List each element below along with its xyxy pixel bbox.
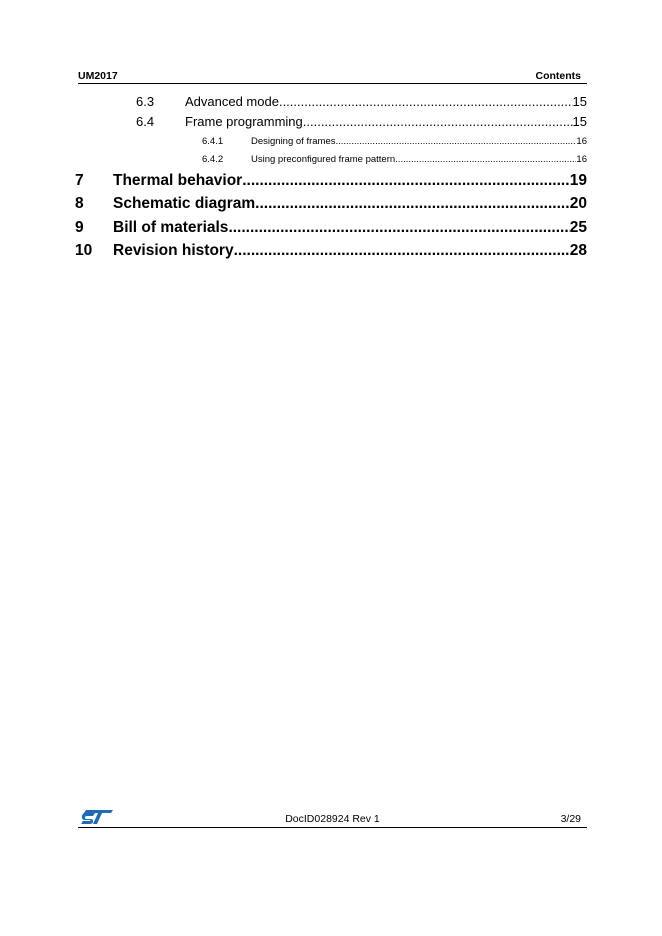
toc-entry[interactable] [75,242,587,262]
toc-entry-number: 7 [75,172,84,189]
toc-leader-dots [234,242,570,260]
toc-entry[interactable] [75,195,587,215]
toc-leader-dots [242,172,570,190]
toc-leader-dots [335,136,576,147]
toc-leader-dots [303,114,573,129]
footer-page-number: 3/29 [560,813,581,825]
toc-entry-number: 6.3 [136,94,155,109]
toc-entry[interactable] [136,114,587,132]
toc-entry-title: Frame programming [185,114,303,129]
toc-entry-page: 16 [576,136,587,147]
footer-doc-id: DocID028924 Rev 1 [285,813,380,825]
toc-entry-page: 19 [569,172,587,189]
toc-entry[interactable] [202,154,587,168]
toc-entry-page: 15 [572,94,587,109]
toc-entry-number: 10 [75,242,93,259]
toc-entry-number: 6.4 [136,114,155,129]
toc-entry-number: 6.4.1 [202,136,224,147]
toc-entry-page: 15 [572,114,587,129]
header-doc-code: UM2017 [78,70,118,82]
toc-entry-number: 8 [75,195,84,212]
toc-entry-number: 6.4.2 [202,154,224,165]
toc-entry-title: Thermal behavior [113,172,243,189]
toc-entry-page: 28 [569,242,587,259]
toc-entry-number: 9 [75,219,84,236]
toc-entry-title: Bill of materials [113,219,229,236]
toc-entry-title: Advanced mode [185,94,279,109]
toc-entry[interactable] [75,219,587,239]
toc-entry-page: 20 [569,195,587,212]
toc-entry[interactable] [75,172,587,192]
toc-entry-title: Revision history [113,242,234,259]
toc-entry-page: 16 [576,154,587,165]
toc-leader-dots [279,94,573,109]
toc-entry-title: Designing of frames [251,136,336,147]
toc-leader-dots [255,195,570,213]
toc-entry-page: 25 [569,219,587,236]
toc-entry-title: Using preconfigured frame pattern [251,154,396,165]
toc-entry-title: Schematic diagram [113,195,256,212]
toc-entry[interactable] [202,136,587,150]
toc-leader-dots [228,219,569,237]
toc-leader-dots [395,154,576,165]
page-header [78,69,587,84]
header-section: Contents [535,70,581,82]
page-footer [78,809,587,828]
toc-entry[interactable] [136,94,587,112]
